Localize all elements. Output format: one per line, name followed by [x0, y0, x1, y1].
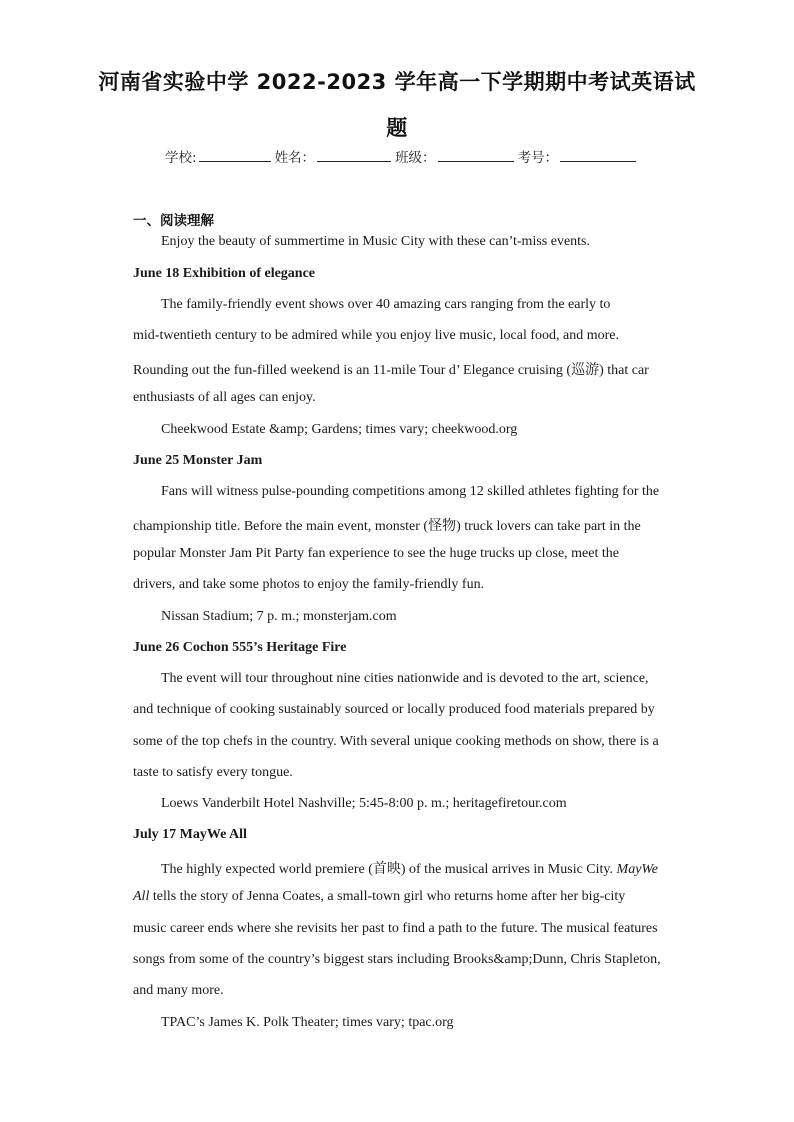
exam-title-line1: 河南省实验中学 2022-2023 学年高一下学期期中考试英语试	[98, 70, 696, 94]
school-label: 学校:	[165, 150, 197, 166]
name-blank[interactable]	[317, 149, 391, 162]
event-text-line: some of the top chefs in the country. With several unique cooking methods on show, there is a	[133, 734, 659, 749]
section-title: 一、阅读理解	[133, 213, 214, 229]
event-text-line: and many more.	[133, 983, 224, 998]
event-venue: Loews Vanderbilt Hotel Nashville; 5:45-8:00 p. m.; heritagefiretour.com	[161, 796, 567, 811]
event-text-line: Rounding out the fun-filled weekend is an 11-mile Tour d’ Elegance cruising (巡游) that car	[133, 363, 649, 378]
event-text-line: music career ends where she revisits her past to find a path to the future. The musical features	[133, 921, 658, 936]
student-info-row	[165, 146, 640, 166]
event-venue: Nissan Stadium; 7 p. m.; monsterjam.com	[161, 609, 397, 624]
event-text-line: The family-friendly event shows over 40 amazing cars ranging from the early to	[161, 297, 611, 312]
exam-title-line2: 题	[386, 116, 408, 140]
school-blank[interactable]	[199, 149, 271, 162]
passage-intro: Enjoy the beauty of summertime in Music City with these can’t-miss events.	[161, 234, 591, 249]
event-text-line: enthusiasts of all ages can enjoy.	[133, 390, 316, 405]
event-text-line: championship title. Before the main event, monster (怪物) truck lovers can take part in the	[133, 519, 641, 534]
event-heading: June 25 Monster Jam	[133, 453, 263, 468]
event-text-line	[161, 858, 658, 878]
number-blank[interactable]	[560, 149, 636, 162]
event-text-line: taste to satisfy every tongue.	[133, 765, 293, 780]
event-text-segment: The highly expected world premiere (首映) of the musical arrives in Music City.	[161, 862, 617, 877]
musical-title-italic: MayWe	[616, 862, 658, 877]
name-label: 姓名：	[274, 150, 316, 166]
event-text-line: drivers, and take some photos to enjoy the family-friendly fun.	[133, 577, 485, 592]
event-heading: July 17 MayWe All	[133, 827, 247, 842]
event-text-segment: tells the story of Jenna Coates, a small-town girl who returns home after her big-city	[149, 889, 626, 904]
event-text-line: songs from some of the country’s biggest stars including Brooks&amp;Dunn, Chris Stapleton,	[133, 952, 661, 967]
event-text-line: and technique of cooking sustainably sourced or locally produced food materials prepared by	[133, 702, 655, 717]
musical-title-italic: All	[133, 889, 150, 904]
event-venue: Cheekwood Estate &amp; Gardens; times vary; cheekwood.org	[161, 422, 518, 437]
event-venue: TPAC’s James K. Polk Theater; times vary; tpac.org	[161, 1015, 454, 1030]
event-text-line: mid-twentieth century to be admired while you enjoy live music, local food, and more.	[133, 328, 619, 343]
number-label: 考号：	[517, 150, 559, 166]
class-blank[interactable]	[438, 149, 514, 162]
event-text-line	[133, 889, 625, 905]
class-label: 班级：	[395, 150, 436, 166]
event-text-line: popular Monster Jam Pit Party fan experience to see the huge trucks up close, meet the	[133, 546, 619, 561]
event-heading: June 18 Exhibition of elegance	[133, 266, 316, 281]
event-text-line: Fans will witness pulse-pounding competitions among 12 skilled athletes fighting for the	[161, 484, 660, 499]
event-heading: June 26 Cochon 555’s Heritage Fire	[133, 640, 347, 655]
event-text-line: The event will tour throughout nine cities nationwide and is devoted to the art, science,	[161, 671, 649, 686]
